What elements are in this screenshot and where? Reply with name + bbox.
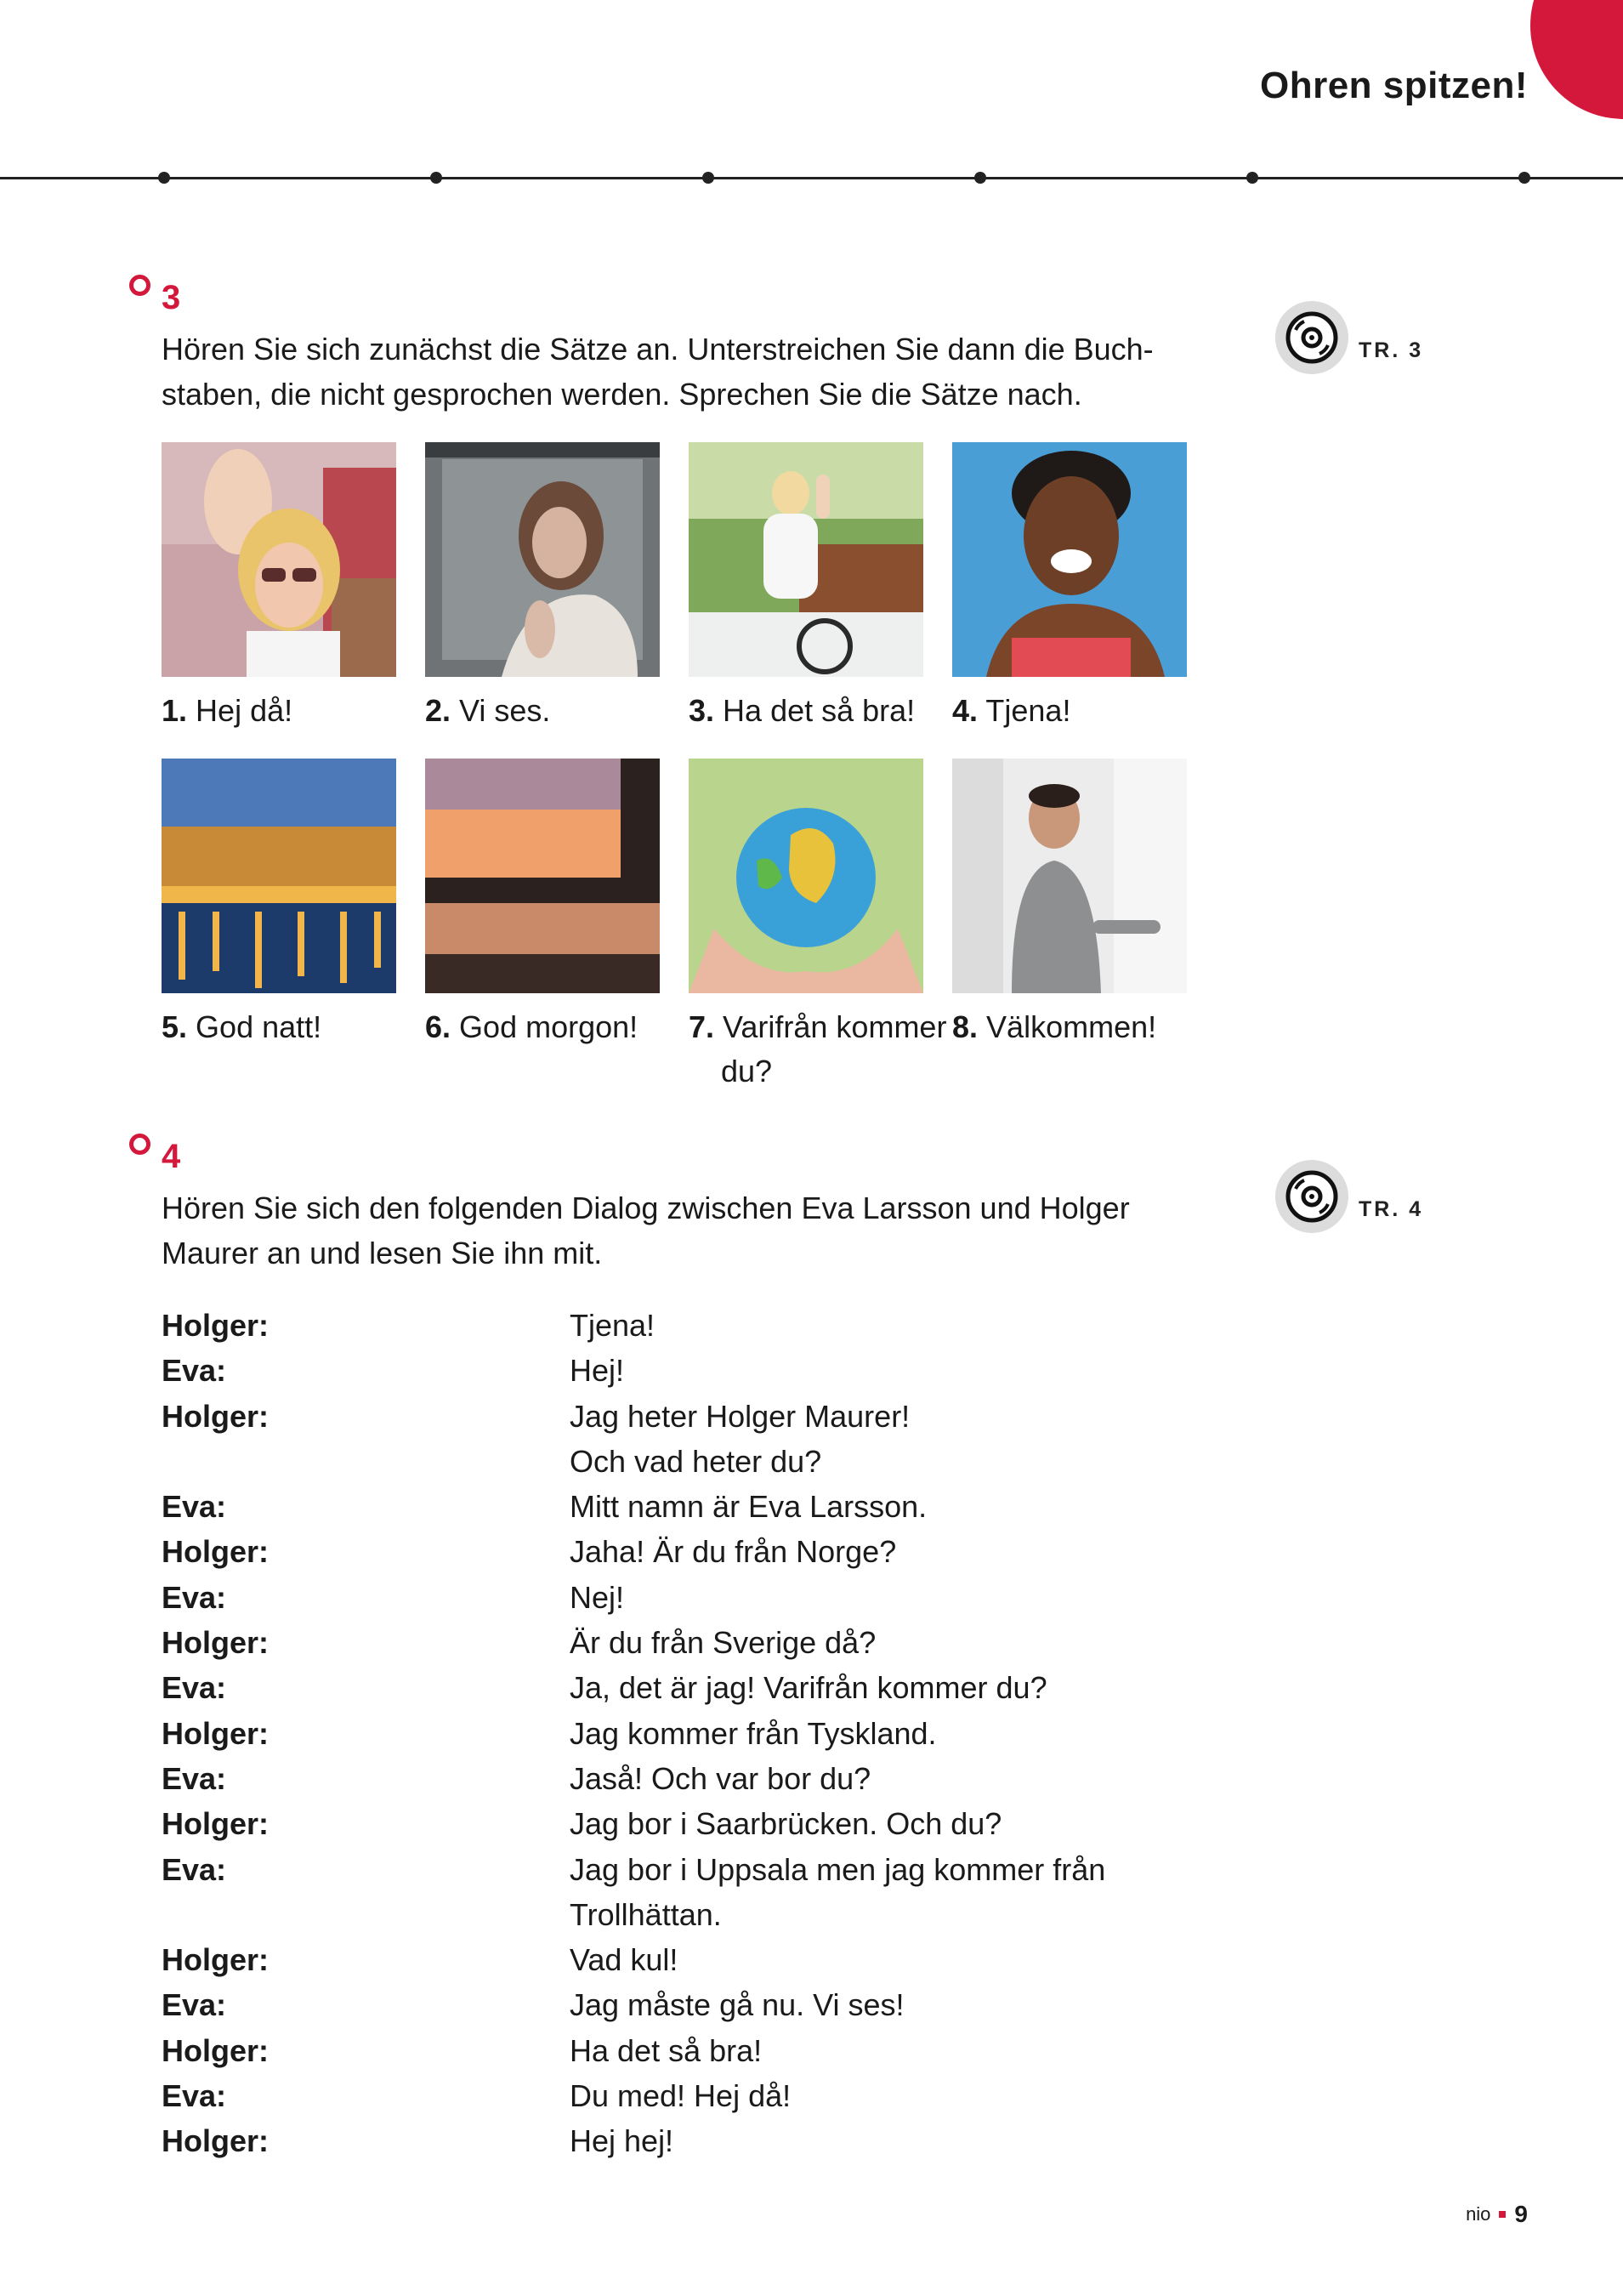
exercise-4-instruction: Hören Sie sich den folgenden Dialog zwischen Eva Larsson und Holger Maurer an und lesen Sie ihn mit. xyxy=(162,1191,1130,1270)
dialog-line: Jag kommer från Tyskland. xyxy=(570,1715,937,1751)
dialog-line: Tjena! xyxy=(570,1308,655,1343)
dialog-line: Hej! xyxy=(570,1353,625,1389)
dialog-speaker xyxy=(162,1439,570,1484)
dialog-line: Hej hej! xyxy=(570,2123,674,2159)
dialog-speaker: Holger: xyxy=(162,1715,269,1751)
dialog-row xyxy=(162,1348,1224,1393)
divider-dot xyxy=(1246,172,1258,184)
photo-sunrise-over-lake xyxy=(425,759,660,993)
caption-4: 4. Tjena! xyxy=(952,693,1071,728)
track-3-label: TR. 3 xyxy=(1359,338,1424,362)
dialog-line: Jag bor i Uppsala men jag kommer från xyxy=(570,1851,1106,1887)
dialog-speaker: Eva: xyxy=(162,1851,227,1887)
dialog-row xyxy=(162,1303,1224,1348)
dialog-row xyxy=(162,1394,1224,1439)
corner-accent-circle xyxy=(1530,0,1623,119)
dialog-row xyxy=(162,1982,1224,2027)
dialog-line: Jaha! Är du från Norge? xyxy=(570,1534,897,1570)
dialog-line: Ha det så bra! xyxy=(570,2032,763,2068)
dialog-row xyxy=(162,1711,1224,1756)
dialog-speaker: Holger: xyxy=(162,1942,269,1978)
photo-stockholm-opera-night xyxy=(162,759,396,993)
exercise-3-instruction: Hören Sie sich zunächst die Sätze an. Unterstreichen Sie dann die Buch- staben, die nicht gesprochen werden. Sprechen Sie die Sätze nach. xyxy=(162,332,1154,412)
dialog-speaker: Eva: xyxy=(162,2078,227,2114)
exercise-bullet xyxy=(129,1134,150,1155)
cd-icon xyxy=(1284,1168,1340,1225)
photo-woman-waving-bicycle xyxy=(689,442,923,677)
track-4-label: TR. 4 xyxy=(1359,1197,1424,1221)
cd-icon xyxy=(1284,310,1340,366)
dialog-line: Vad kul! xyxy=(570,1942,678,1978)
dialog-speaker: Eva: xyxy=(162,1489,227,1525)
dialog-speaker: Eva: xyxy=(162,1670,227,1706)
divider-dot xyxy=(430,172,442,184)
dialog-row xyxy=(162,1937,1224,1982)
divider-dot xyxy=(158,172,170,184)
dialog-row xyxy=(162,1620,1224,1665)
caption-2: 2. Vi ses. xyxy=(425,693,551,728)
dialog-row xyxy=(162,1575,1224,1620)
dialog-speaker: Eva: xyxy=(162,1760,227,1796)
divider-dot xyxy=(1518,172,1530,184)
header-divider xyxy=(0,177,1623,179)
dialog-speaker xyxy=(162,1892,570,1937)
dialog-speaker: Eva: xyxy=(162,1987,227,2023)
dialog-speaker: Eva: xyxy=(162,1579,227,1615)
dialog-row xyxy=(162,1756,1224,1801)
audio-track-4-button[interactable] xyxy=(1275,1160,1348,1233)
photo-woman-laughing-blue-sky xyxy=(952,442,1187,677)
caption-6: 6. God morgon! xyxy=(425,1009,638,1044)
audio-track-3-button[interactable] xyxy=(1275,301,1348,374)
dialog-row xyxy=(162,1892,1224,1937)
page-footer xyxy=(1466,2201,1528,2228)
caption-3: 3. Ha det så bra! xyxy=(689,693,916,728)
divider-dot xyxy=(974,172,986,184)
photo-man-welcoming-door xyxy=(952,759,1187,993)
dialog-speaker: Holger: xyxy=(162,2032,269,2068)
divider-dot xyxy=(702,172,714,184)
dialog-row xyxy=(162,1665,1224,1710)
caption-7: 7. Varifrån kommer du? xyxy=(689,1009,947,1088)
dialog-line: Mitt namn är Eva Larsson. xyxy=(570,1489,928,1525)
photo-hands-holding-globe xyxy=(689,759,923,993)
dialog-row xyxy=(162,1484,1224,1529)
dialog-speaker: Holger: xyxy=(162,1534,269,1570)
dialog-line: Är du från Sverige då? xyxy=(570,1625,877,1661)
dialog-transcript xyxy=(162,1303,1224,2164)
dialog-row xyxy=(162,2118,1224,2163)
dialog-speaker: Holger: xyxy=(162,1398,269,1434)
page-number-word: nio xyxy=(1466,2203,1491,2225)
page-number: 9 xyxy=(1514,2201,1528,2227)
dialog-speaker: Holger: xyxy=(162,2123,269,2159)
dialog-row xyxy=(162,1529,1224,1574)
dialog-line: Jag bor i Saarbrücken. Och du? xyxy=(570,1806,1002,1842)
dialog-line: Du med! Hej då! xyxy=(570,2078,792,2114)
dialog-row xyxy=(162,1439,1224,1484)
photo-woman-waving-sunglasses xyxy=(162,442,396,677)
exercise-4-number: 4 xyxy=(162,1138,181,1175)
dialog-speaker: Eva: xyxy=(162,1353,227,1389)
exercise-bullet xyxy=(129,275,150,296)
dialog-line: Nej! xyxy=(570,1579,625,1615)
dialog-line: Jag måste gå nu. Vi ses! xyxy=(570,1987,905,2023)
dialog-row xyxy=(162,1847,1224,1892)
dialog-row xyxy=(162,2028,1224,2073)
caption-8: 8. Välkommen! xyxy=(952,1009,1157,1044)
dialog-speaker: Holger: xyxy=(162,1806,269,1842)
dialog-line: Ja, det är jag! Varifrån kommer du? xyxy=(570,1670,1047,1706)
dialog-speaker: Holger: xyxy=(162,1625,269,1661)
dialog-row xyxy=(162,2073,1224,2118)
dialog-line: Jag heter Holger Maurer! xyxy=(570,1398,911,1434)
caption-1: 1. Hej då! xyxy=(162,693,293,728)
dialog-line: Och vad heter du? xyxy=(570,1443,822,1479)
dialog-line: Trollhättan. xyxy=(570,1896,722,1932)
photo-woman-waving-bus-window xyxy=(425,442,660,677)
dialog-speaker: Holger: xyxy=(162,1308,269,1343)
page-title: Ohren spitzen! xyxy=(1259,65,1528,106)
exercise-3-number: 3 xyxy=(162,279,181,316)
caption-5: 5. God natt! xyxy=(162,1009,322,1044)
dialog-line: Jaså! Och var bor du? xyxy=(570,1760,871,1796)
dialog-row xyxy=(162,1801,1224,1846)
footer-dot xyxy=(1499,2211,1506,2218)
